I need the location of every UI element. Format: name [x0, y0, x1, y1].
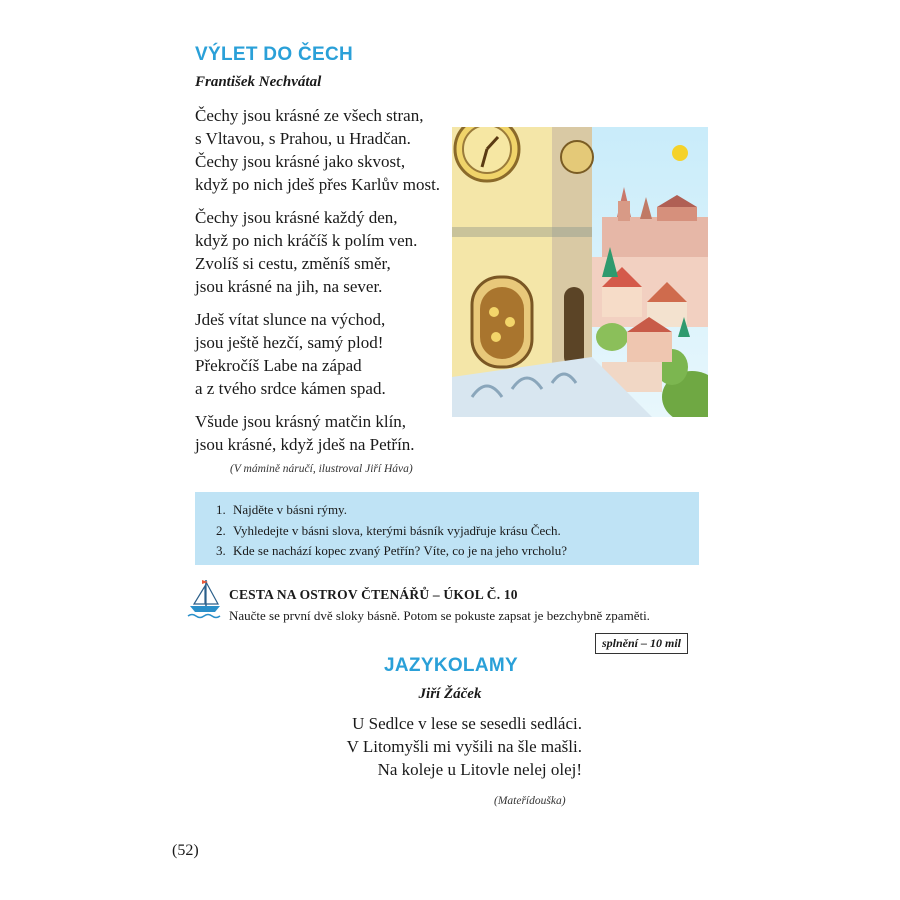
- verse-line: Čechy jsou krásné ze všech stran,: [195, 106, 424, 125]
- verse-line: Překročíš Labe na západ: [195, 356, 362, 375]
- verse-line: když po nich kráčíš k polím ven.: [195, 231, 418, 250]
- tongue-twisters: [300, 712, 582, 781]
- questions-box: [195, 492, 699, 565]
- questions-list: [195, 492, 699, 562]
- question-item: 2. Vyhledejte v básni slova, kterými básník vyjadřuje krásu Čech.: [229, 521, 699, 542]
- stanza: [195, 410, 415, 456]
- poem-source: (V mámině náručí, ilustroval Jiří Háva): [230, 463, 413, 475]
- verse-line: jsou krásné na jih, na sever.: [195, 277, 383, 296]
- verse-line: když po nich jdeš přes Karlův most.: [195, 175, 441, 194]
- verse-line: a z tvého srdce kámen spad.: [195, 379, 386, 398]
- poem2-author: Jiří Žáček: [418, 686, 482, 702]
- sailboat-icon: [186, 576, 224, 622]
- verse-line: jsou ještě hezčí, samý plod!: [195, 333, 384, 352]
- poem2-source: (Mateřídouška): [494, 795, 566, 807]
- prague-illustration: [452, 127, 708, 417]
- question-item: 1. Najděte v básni rýmy.: [229, 500, 699, 521]
- verse-line: s Vltavou, s Prahou, u Hradčan.: [195, 129, 411, 148]
- verse-line: V Litomyšli mi vyšili na šle mašli.: [346, 737, 582, 756]
- question-item: 3. Kde se nachází kopec zvaný Petřín? Víte, co je na jeho vrcholu?: [229, 541, 699, 562]
- task-title: CESTA NA OSTROV ČTENÁŘŮ – ÚKOL Č. 10: [229, 587, 518, 602]
- verse-line: Na koleje u Litovle nelej olej!: [377, 760, 582, 779]
- stanza: [195, 308, 386, 400]
- poem2-title: JAZYKOLAMY: [384, 655, 518, 676]
- stanza: [195, 104, 440, 196]
- verse-line: jsou krásné, když jdeš na Petřín.: [195, 435, 415, 454]
- verse-line: U Sedlce v lese se sesedli sedláci.: [352, 714, 582, 733]
- verse-line: Jdeš vítat slunce na východ,: [195, 310, 386, 329]
- verse-line: Všude jsou krásný matčin klín,: [195, 412, 407, 431]
- page-number: (52): [172, 842, 199, 859]
- verse-line: Zvolíš si cestu, změníš směr,: [195, 254, 391, 273]
- verse-line: Čechy jsou krásné každý den,: [195, 208, 398, 227]
- sun-icon: [672, 145, 688, 161]
- stanza: [195, 206, 417, 298]
- verse-line: Čechy jsou krásné jako skvost,: [195, 152, 406, 171]
- poem-author: František Nechvátal: [195, 74, 322, 90]
- task-text: Naučte se první dvě sloky básně. Potom se pokuste zapsat je bezchybně zpaměti.: [229, 608, 650, 623]
- poem-title: VÝLET DO ČECH: [195, 44, 354, 65]
- completion-badge: splnění – 10 mil: [595, 633, 688, 654]
